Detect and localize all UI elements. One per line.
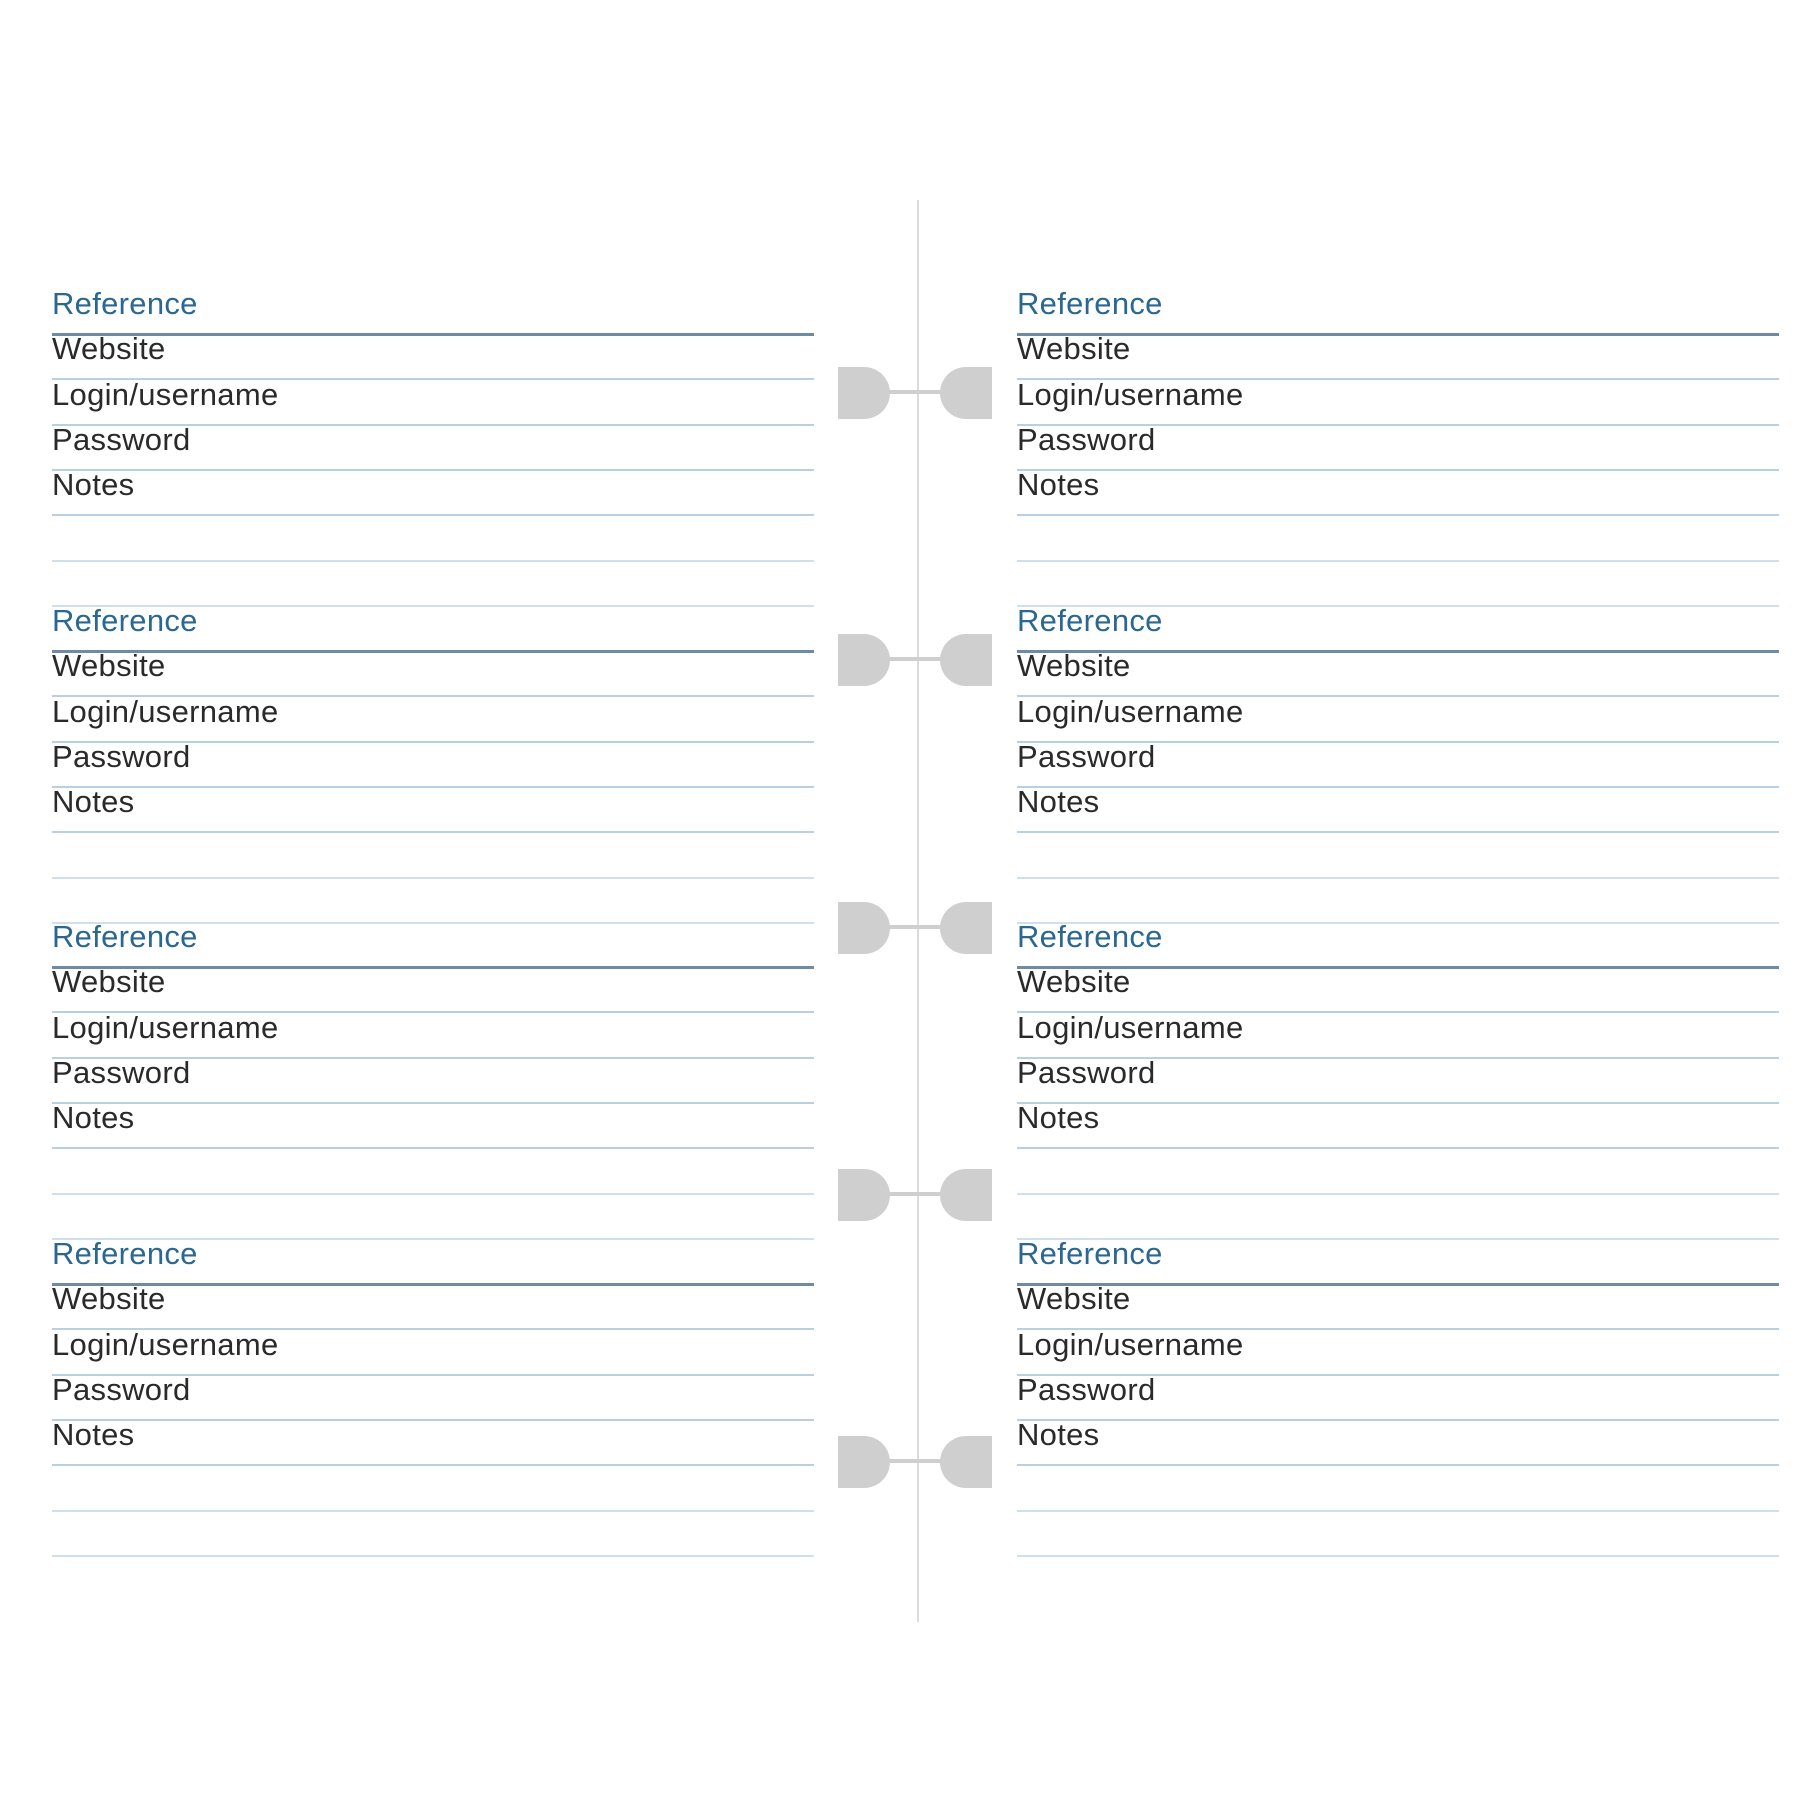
notes-write-line[interactable] — [1017, 1147, 1779, 1149]
notes-write-line[interactable] — [52, 831, 814, 833]
reference-write-line[interactable] — [1017, 650, 1779, 653]
binder-ring — [838, 634, 992, 688]
ring-bar — [888, 657, 942, 661]
ring-clip-left — [838, 902, 890, 954]
ring-clip-right — [940, 1436, 992, 1488]
password-label: Password — [52, 1054, 191, 1090]
password-write-line[interactable] — [1017, 469, 1779, 471]
ring-clip-right — [940, 367, 992, 419]
ring-clip-right — [940, 1169, 992, 1221]
login-username-label: Login/username — [1017, 693, 1244, 729]
website-label: Website — [1017, 1281, 1131, 1317]
ring-clip-right — [940, 902, 992, 954]
password-label: Password — [52, 738, 191, 774]
password-label: Password — [1017, 421, 1156, 457]
ring-clip-left — [838, 1169, 890, 1221]
right-page — [1017, 0, 1779, 1820]
reference-label: Reference — [52, 286, 198, 321]
password-write-line[interactable] — [1017, 786, 1779, 788]
ring-bar — [888, 390, 942, 394]
password-label: Password — [1017, 1371, 1156, 1407]
password-write-line[interactable] — [52, 786, 814, 788]
reference-write-line[interactable] — [52, 650, 814, 653]
login-username-label: Login/username — [52, 693, 279, 729]
reference-label: Reference — [1017, 603, 1163, 638]
notes-extra-line[interactable] — [1017, 877, 1779, 879]
password-write-line[interactable] — [52, 1102, 814, 1104]
ring-bar — [888, 1459, 942, 1463]
reference-label: Reference — [52, 603, 198, 638]
ring-clip-left — [838, 367, 890, 419]
ring-clip-left — [838, 1436, 890, 1488]
notes-write-line[interactable] — [1017, 514, 1779, 516]
reference-write-line[interactable] — [1017, 333, 1779, 336]
website-label: Website — [52, 331, 166, 367]
binder-ring — [838, 1436, 992, 1490]
notes-label: Notes — [1017, 1417, 1100, 1453]
login-username-label: Login/username — [52, 376, 279, 412]
reference-label: Reference — [52, 1236, 198, 1271]
reference-write-line[interactable] — [1017, 966, 1779, 969]
notes-label: Notes — [52, 1100, 135, 1136]
binder-ring — [838, 367, 992, 421]
password-write-line[interactable] — [1017, 1419, 1779, 1421]
website-label: Website — [1017, 331, 1131, 367]
reference-label: Reference — [1017, 286, 1163, 321]
notes-label: Notes — [52, 1417, 135, 1453]
password-write-line[interactable] — [1017, 1102, 1779, 1104]
login-username-label: Login/username — [1017, 1326, 1244, 1362]
ring-bar — [888, 925, 942, 929]
password-write-line[interactable] — [52, 469, 814, 471]
notes-extra-line[interactable] — [52, 877, 814, 879]
password-label: Password — [52, 421, 191, 457]
ring-clip-left — [838, 634, 890, 686]
reference-write-line[interactable] — [52, 1283, 814, 1286]
notes-write-line[interactable] — [1017, 1464, 1779, 1466]
reference-write-line[interactable] — [52, 333, 814, 336]
notes-extra-line[interactable] — [1017, 560, 1779, 562]
login-username-label: Login/username — [1017, 376, 1244, 412]
website-label: Website — [1017, 964, 1131, 1000]
password-label: Password — [1017, 738, 1156, 774]
notes-write-line[interactable] — [52, 1147, 814, 1149]
notes-extra-line[interactable] — [1017, 1510, 1779, 1512]
notes-extra-line[interactable] — [52, 560, 814, 562]
reference-write-line[interactable] — [52, 966, 814, 969]
binder-ring — [838, 902, 992, 956]
reference-label: Reference — [1017, 919, 1163, 954]
ring-bar — [888, 1192, 942, 1196]
notes-extra-line[interactable] — [52, 1555, 814, 1557]
notes-write-line[interactable] — [1017, 831, 1779, 833]
login-username-label: Login/username — [52, 1009, 279, 1045]
ring-clip-right — [940, 634, 992, 686]
reference-label: Reference — [1017, 1236, 1163, 1271]
password-write-line[interactable] — [52, 1419, 814, 1421]
website-label: Website — [52, 964, 166, 1000]
notes-extra-line[interactable] — [1017, 1555, 1779, 1557]
reference-label: Reference — [52, 919, 198, 954]
notes-label: Notes — [1017, 784, 1100, 820]
notes-label: Notes — [52, 467, 135, 503]
website-label: Website — [1017, 648, 1131, 684]
left-page — [52, 0, 814, 1820]
notes-write-line[interactable] — [52, 1464, 814, 1466]
binder-ring — [838, 1169, 992, 1223]
website-label: Website — [52, 1281, 166, 1317]
password-label: Password — [1017, 1054, 1156, 1090]
notes-label: Notes — [1017, 1100, 1100, 1136]
website-label: Website — [52, 648, 166, 684]
notes-label: Notes — [1017, 467, 1100, 503]
notes-write-line[interactable] — [52, 514, 814, 516]
notes-label: Notes — [52, 784, 135, 820]
notes-extra-line[interactable] — [1017, 1193, 1779, 1195]
password-label: Password — [52, 1371, 191, 1407]
login-username-label: Login/username — [52, 1326, 279, 1362]
reference-write-line[interactable] — [1017, 1283, 1779, 1286]
notes-extra-line[interactable] — [52, 1193, 814, 1195]
login-username-label: Login/username — [1017, 1009, 1244, 1045]
notes-extra-line[interactable] — [52, 1510, 814, 1512]
